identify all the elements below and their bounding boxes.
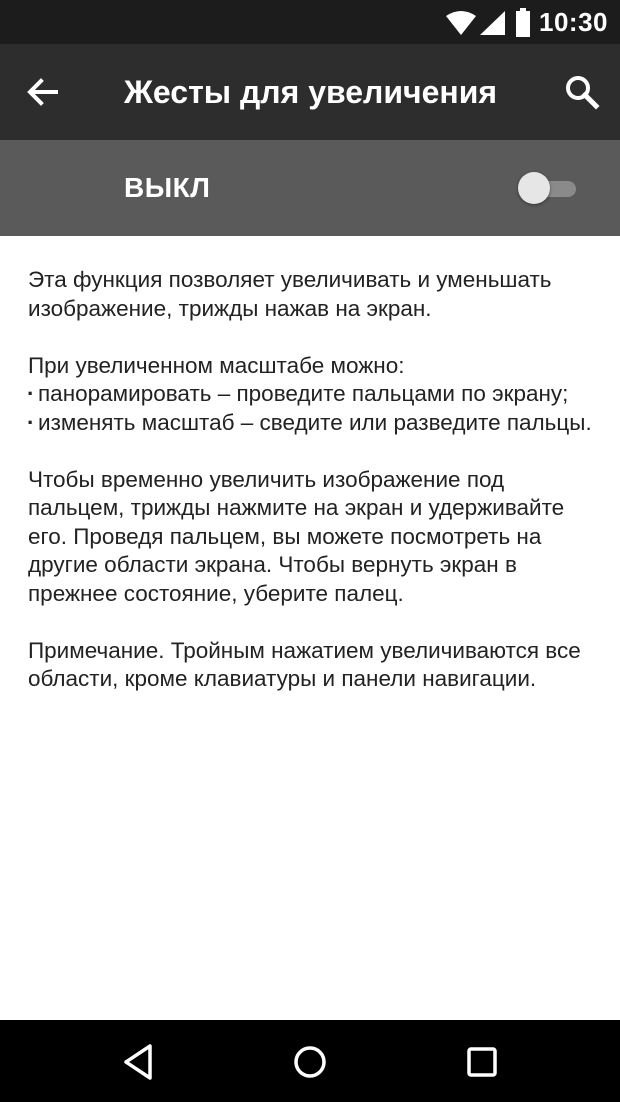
battery-icon: [515, 8, 531, 38]
status-time: 10:30: [539, 7, 608, 37]
description: [28, 266, 598, 722]
magnification-toggle[interactable]: [516, 168, 580, 208]
list-item: · изменять масштаб – сведите или разведите пальцы.: [28, 409, 598, 438]
home-circle-icon[interactable]: [288, 1040, 332, 1084]
toggle-thumb: [518, 172, 550, 204]
signal-icon: [478, 10, 506, 36]
zoom-actions-list: [28, 380, 598, 437]
status-bar: [0, 0, 620, 44]
temporary-zoom-paragraph: Чтобы временно увеличить изображение под пальцем, трижды нажмите на экран и удерживайте его. Проведя пальцем, вы можете посмотреть на другие области экрана. Чтобы вернуть экран в прежнее состояние, уберите палец.: [28, 466, 565, 606]
note-paragraph: Примечание. Тройным нажатием увеличиваются все области, кроме клавиатуры и панели навигации.: [28, 637, 581, 691]
app-bar: [0, 44, 620, 140]
switch-label: ВЫКЛ: [124, 172, 211, 203]
wifi-icon: [445, 10, 477, 36]
back-triangle-icon[interactable]: [118, 1040, 162, 1084]
navigation-bar: [0, 1020, 620, 1102]
search-icon[interactable]: [562, 72, 602, 112]
list-item: · панорамировать – проведите пальцами по экрану;: [28, 380, 598, 409]
master-switch-bar[interactable]: [0, 140, 620, 236]
zoomed-heading: При увеличенном масштабе можно:: [28, 352, 405, 378]
page-title: Жесты для увеличения: [124, 74, 498, 110]
recents-square-icon[interactable]: [460, 1040, 504, 1084]
intro-paragraph: Эта функция позволяет увеличивать и уменьшать изображение, трижды нажав на экран.: [28, 267, 552, 321]
arrow-back-icon[interactable]: [22, 72, 62, 112]
